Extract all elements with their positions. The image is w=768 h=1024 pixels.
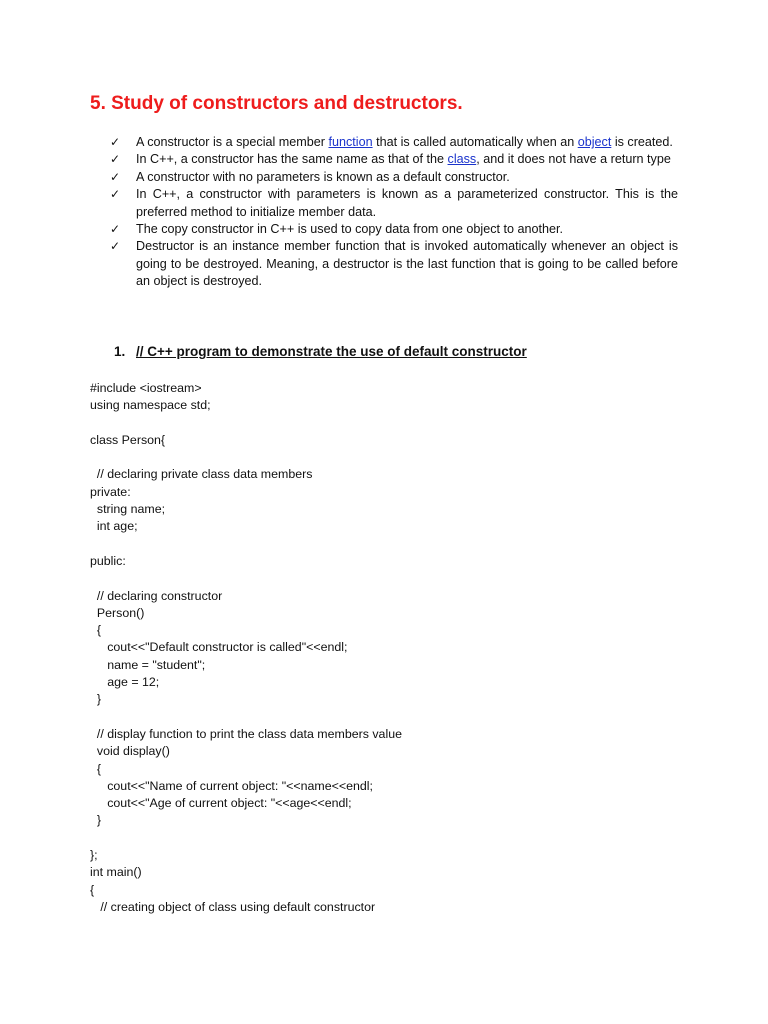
bullet-text: In C++, a constructor with parameters is known as a parameterized constructor. This is the preferred method to initialize member data. — [136, 187, 678, 219]
code-line: Person() — [90, 605, 145, 620]
bullet-item — [110, 134, 678, 151]
bullet-item — [110, 238, 678, 290]
code-line: // creating object of class using default constructor — [90, 899, 376, 914]
check-mark-icon: ✓ — [110, 169, 121, 184]
check-mark-icon: ✓ — [110, 152, 121, 167]
class-link[interactable]: class — [447, 152, 477, 167]
bullet-text: The copy constructor in C++ is used to copy data from one object to another. — [136, 222, 564, 237]
bullet-text: A constructor is a special member — [136, 135, 329, 149]
code-line: } — [90, 692, 102, 707]
code-line: { — [90, 882, 95, 897]
code-line: using namespace std; — [90, 398, 211, 413]
check-mark-icon: ✓ — [110, 135, 121, 149]
code-line: age = 12; — [90, 675, 160, 690]
code-line: cout<<"Default constructor is called"<<endl; — [90, 640, 348, 655]
bullet-text: A constructor with no parameters is known as a default constructor. — [136, 169, 510, 184]
object-link[interactable]: object — [577, 135, 612, 149]
code-line: // display function to print the class data members value — [90, 726, 402, 741]
bullet-text: is created. — [611, 135, 673, 149]
code-line: void display() — [90, 744, 170, 759]
code-line: int age; — [90, 519, 138, 534]
section-number: 1. — [114, 344, 126, 359]
code-line — [90, 709, 402, 726]
function-link[interactable]: function — [328, 135, 373, 149]
section-heading — [114, 344, 527, 359]
check-mark-icon: ✓ — [110, 222, 121, 237]
code-line: } — [90, 813, 102, 828]
bullet-item — [110, 151, 678, 168]
code-line: private: — [90, 484, 131, 499]
bullet-text: , and it does not have a return type — [476, 152, 671, 167]
bullet-item — [110, 186, 678, 221]
bullet-text: Destructor is an instance member function that is invoked automatically whenever an object is going to be destroyed. Meaning, a destructor is the last function that is going to be called before an object is destroyed. — [136, 239, 678, 289]
code-line — [90, 830, 402, 847]
code-line: string name; — [90, 502, 166, 517]
code-line: int main() — [90, 865, 142, 880]
code-line: name = "student"; — [90, 657, 206, 672]
bullet-text: In C++, a constructor has the same name as that of the — [136, 152, 448, 167]
code-line — [90, 415, 402, 432]
code-line: // declaring constructor — [90, 588, 223, 603]
code-block — [90, 380, 402, 916]
code-line: class Person{ — [90, 432, 166, 447]
code-line: #include <iostream> — [90, 381, 202, 395]
code-line: cout<<"Name of current object: "<<name<<endl; — [90, 778, 373, 793]
code-line — [90, 536, 402, 553]
bullet-text: that is called automatically when an — [372, 135, 578, 149]
bullet-item — [110, 221, 678, 238]
code-line: // declaring private class data members — [90, 467, 313, 482]
code-line: }; — [90, 848, 98, 863]
code-line — [90, 570, 402, 587]
check-mark-icon: ✓ — [110, 239, 121, 254]
check-mark-icon: ✓ — [110, 187, 121, 202]
code-line: { — [90, 761, 102, 776]
code-line: { — [90, 623, 102, 638]
page-title: 5. Study of constructors and destructors. — [90, 93, 463, 114]
bullet-item — [110, 169, 678, 186]
section-heading-text: // C++ program to demonstrate the use of default constructor — [136, 344, 527, 359]
bullet-list — [110, 134, 678, 291]
code-line: cout<<"Age of current object: "<<age<<endl; — [90, 796, 352, 811]
code-line — [90, 449, 402, 466]
code-line: public: — [90, 553, 126, 568]
